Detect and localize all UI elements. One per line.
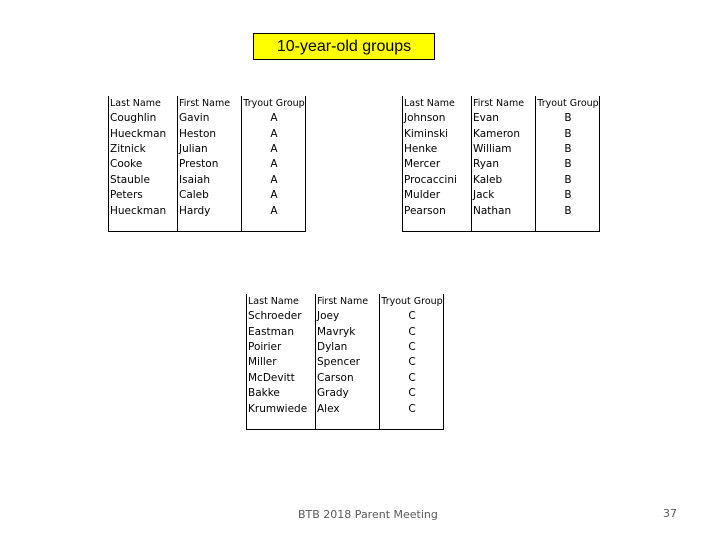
tryout-group-cell: B	[536, 142, 600, 157]
table-row	[403, 111, 600, 126]
header-first-name: First Name	[472, 96, 536, 111]
first-name-cell: Gavin	[178, 111, 242, 126]
table-row	[247, 401, 444, 416]
header-first-name: First Name	[316, 294, 380, 309]
first-name-cell: Spencer	[316, 355, 380, 370]
header-last-name: Last Name	[403, 96, 472, 111]
first-name-cell: Kameron	[472, 126, 536, 141]
tryout-group-cell: A	[242, 142, 306, 157]
last-name-cell: Procaccini	[403, 173, 472, 188]
first-name-cell: Jack	[472, 188, 536, 203]
slide-title-text: 10-year-old groups	[276, 37, 412, 55]
last-name-cell: Poirier	[247, 340, 316, 355]
tryout-group-cell: B	[536, 111, 600, 126]
empty-cell	[380, 417, 444, 430]
last-name-cell: Hueckman	[109, 203, 178, 218]
empty-cell	[178, 219, 242, 232]
tryout-group-cell: C	[380, 309, 444, 324]
first-name-cell: Kaleb	[472, 173, 536, 188]
empty-cell	[472, 219, 536, 232]
table-row	[109, 188, 306, 203]
first-name-cell: Grady	[316, 386, 380, 401]
table-row	[109, 203, 306, 218]
empty-row	[247, 417, 444, 430]
first-name-cell: Isaiah	[178, 173, 242, 188]
last-name-cell: Mercer	[403, 157, 472, 172]
last-name-cell: Henke	[403, 142, 472, 157]
empty-row	[403, 219, 600, 232]
table-row	[109, 126, 306, 141]
header-tryout-group: Tryout Group	[381, 296, 443, 307]
tryout-group-cell: C	[380, 401, 444, 416]
tryout-group-cell: A	[242, 126, 306, 141]
footer-text: BTB 2018 Parent Meeting	[298, 508, 438, 521]
last-name-cell: Peters	[109, 188, 178, 203]
table-header-row	[109, 96, 306, 111]
table-header-row	[403, 96, 600, 111]
table-row	[109, 157, 306, 172]
first-name-cell: Heston	[178, 126, 242, 141]
tryout-group-cell: A	[242, 173, 306, 188]
header-first-name: First Name	[178, 96, 242, 111]
tryout-group-cell: B	[536, 157, 600, 172]
slide-title	[253, 33, 435, 60]
table-row	[403, 157, 600, 172]
first-name-cell: Mavryk	[316, 324, 380, 339]
page-number: 37	[663, 507, 677, 520]
last-name-cell: McDevitt	[247, 371, 316, 386]
first-name-cell: Preston	[178, 157, 242, 172]
last-name-cell: Stauble	[109, 173, 178, 188]
header-last-name: Last Name	[247, 294, 316, 309]
last-name-cell: Miller	[247, 355, 316, 370]
table-row	[247, 340, 444, 355]
first-name-cell: Caleb	[178, 188, 242, 203]
last-name-cell: Mulder	[403, 188, 472, 203]
last-name-cell: Hueckman	[109, 126, 178, 141]
table-row	[403, 188, 600, 203]
empty-cell	[242, 219, 306, 232]
last-name-cell: Johnson	[403, 111, 472, 126]
last-name-cell: Pearson	[403, 203, 472, 218]
last-name-cell: Coughlin	[109, 111, 178, 126]
tryout-group-cell: B	[536, 173, 600, 188]
table-row	[403, 142, 600, 157]
first-name-cell: Nathan	[472, 203, 536, 218]
last-name-cell: Zitnick	[109, 142, 178, 157]
table-row	[109, 173, 306, 188]
first-name-cell: Hardy	[178, 203, 242, 218]
table-row	[403, 203, 600, 218]
table-row	[247, 371, 444, 386]
tryout-group-cell: B	[536, 203, 600, 218]
group-c-table	[246, 294, 444, 430]
tryout-group-cell: A	[242, 203, 306, 218]
table-row	[403, 126, 600, 141]
header-tryout-group: Tryout Group	[537, 98, 599, 109]
last-name-cell: Cooke	[109, 157, 178, 172]
last-name-cell: Bakke	[247, 386, 316, 401]
tryout-group-cell: C	[380, 324, 444, 339]
first-name-cell: William	[472, 142, 536, 157]
table-row	[403, 173, 600, 188]
first-name-cell: Julian	[178, 142, 242, 157]
tryout-group-cell: B	[536, 126, 600, 141]
first-name-cell: Joey	[316, 309, 380, 324]
empty-cell	[247, 417, 316, 430]
first-name-cell: Alex	[316, 401, 380, 416]
tryout-group-cell: A	[242, 157, 306, 172]
first-name-cell: Evan	[472, 111, 536, 126]
empty-cell	[403, 219, 472, 232]
last-name-cell: Eastman	[247, 324, 316, 339]
first-name-cell: Ryan	[472, 157, 536, 172]
tryout-group-cell: C	[380, 340, 444, 355]
last-name-cell: Schroeder	[247, 309, 316, 324]
table-row	[247, 386, 444, 401]
group-b-table	[402, 96, 600, 232]
tryout-group-cell: B	[536, 188, 600, 203]
header-tryout-group: Tryout Group	[243, 98, 305, 109]
tryout-group-cell: A	[242, 111, 306, 126]
table-row	[247, 355, 444, 370]
table-row	[109, 111, 306, 126]
first-name-cell: Dylan	[316, 340, 380, 355]
last-name-cell: Kiminski	[403, 126, 472, 141]
empty-cell	[316, 417, 380, 430]
tryout-group-cell: C	[380, 355, 444, 370]
tryout-group-cell: C	[380, 386, 444, 401]
table-header-row	[247, 294, 444, 309]
table-row	[247, 309, 444, 324]
header-last-name: Last Name	[109, 96, 178, 111]
empty-cell	[109, 219, 178, 232]
empty-cell	[536, 219, 600, 232]
last-name-cell: Krumwiede	[247, 401, 316, 416]
table-row	[109, 142, 306, 157]
first-name-cell: Carson	[316, 371, 380, 386]
tryout-group-cell: A	[242, 188, 306, 203]
table-row	[247, 324, 444, 339]
empty-row	[109, 219, 306, 232]
group-a-table	[108, 96, 306, 232]
tryout-group-cell: C	[380, 371, 444, 386]
